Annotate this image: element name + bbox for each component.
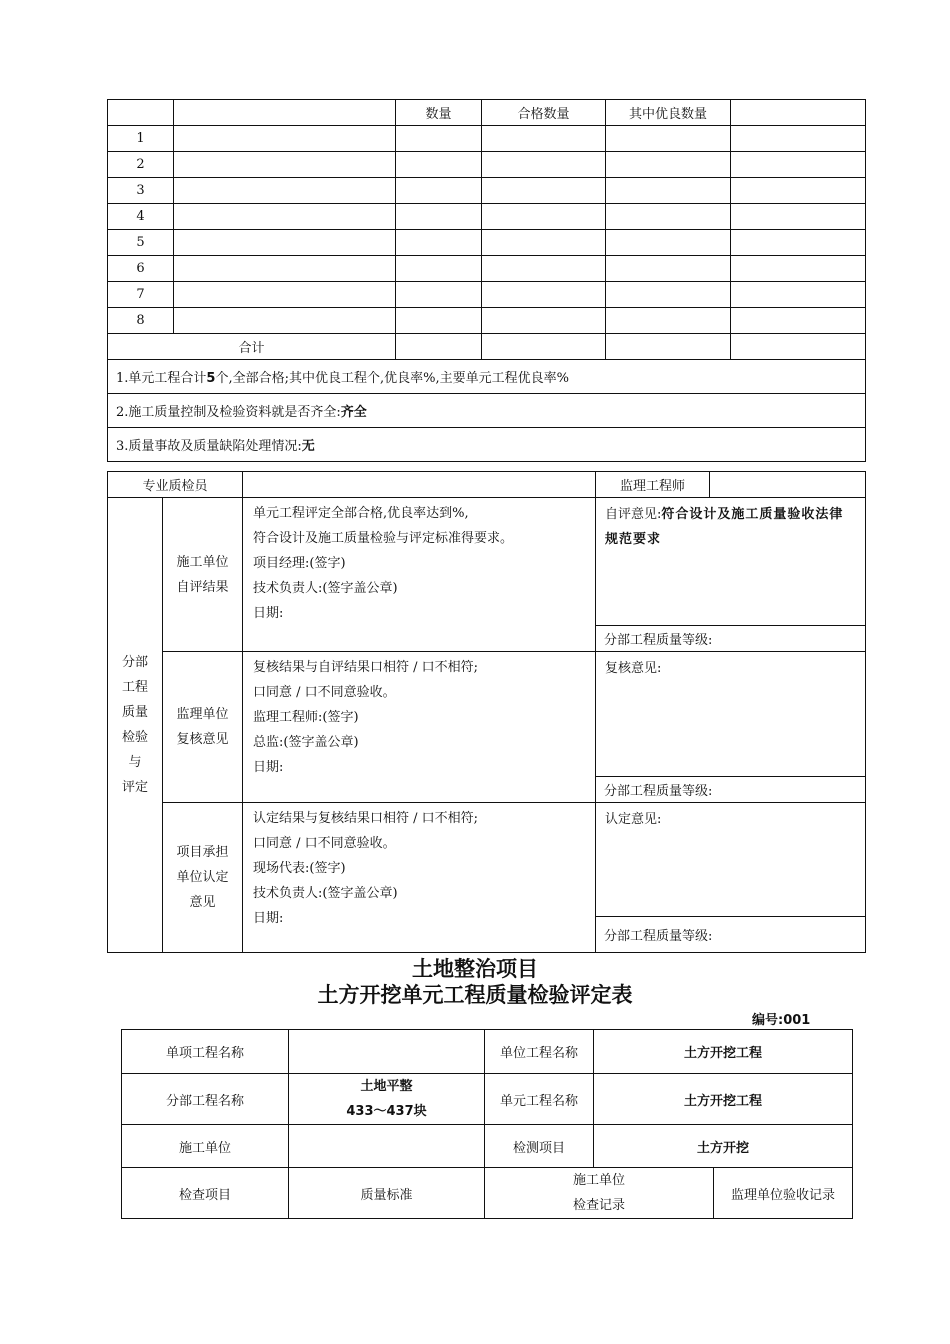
section-line: 日期: [253, 911, 284, 926]
row-cell[interactable] [731, 256, 866, 282]
section-owner [108, 803, 866, 917]
info-row [122, 1030, 853, 1074]
division-value[interactable] [289, 1074, 485, 1125]
row-number: 8 [108, 308, 174, 334]
section-line: 口同意 / 口不同意验收。 [253, 836, 396, 851]
row-number: 4 [108, 204, 174, 230]
row-cell[interactable] [396, 308, 482, 334]
project-title: 土地整治项目 [412, 957, 538, 981]
opinion-cell[interactable] [596, 498, 866, 626]
section-line: 单元工程评定全部合格,优良率达到%, [253, 506, 469, 521]
role-line: 单位认定 [176, 870, 229, 885]
section-line: 认定结果与复核结果口相符 / 口不相符; [253, 811, 479, 826]
unit-project-value[interactable]: 土方开挖工程 [594, 1030, 853, 1074]
total-cell[interactable] [606, 334, 731, 360]
note-row-3 [108, 428, 866, 462]
row-cell[interactable] [482, 126, 606, 152]
element-value[interactable]: 土方开挖工程 [594, 1074, 853, 1125]
role-line: 复核意见 [176, 732, 229, 747]
section-text [243, 498, 596, 652]
side-label [108, 498, 163, 953]
test-item-value[interactable]: 土方开挖 [594, 1125, 853, 1168]
role-line: 意见 [189, 895, 216, 910]
evaluation-table [107, 471, 866, 953]
role-line: 项目承担 [176, 845, 229, 860]
row-cell[interactable] [482, 256, 606, 282]
note-1 [108, 360, 866, 394]
row-cell[interactable] [174, 282, 396, 308]
side-label-line: 检验 [121, 730, 148, 745]
note-3-value: 无 [301, 439, 315, 454]
section-line: 符合设计及施工质量检验与评定标准得要求。 [253, 531, 514, 546]
row-number: 2 [108, 152, 174, 178]
row-cell[interactable] [482, 178, 606, 204]
row-cell[interactable] [174, 126, 396, 152]
row-number: 1 [108, 126, 174, 152]
supervisor-label: 监理工程师 [596, 472, 710, 498]
division-label: 分部工程名称 [122, 1074, 289, 1125]
note-2 [108, 394, 866, 428]
inspector-label: 专业质检员 [108, 472, 243, 498]
role-line: 自评结果 [176, 579, 229, 595]
row-cell[interactable] [606, 282, 731, 308]
contractor-label: 施工单位 [122, 1125, 289, 1168]
table-row [108, 178, 866, 204]
side-label-line: 分部 [121, 655, 148, 670]
header-row [122, 1168, 853, 1219]
opinion-value: 规范要求 [605, 532, 662, 547]
row-cell[interactable] [174, 204, 396, 230]
row-cell[interactable] [174, 178, 396, 204]
row-cell[interactable] [731, 282, 866, 308]
side-label-line: 工程 [121, 680, 148, 695]
section-line: 项目经理:(签字) [253, 556, 346, 571]
role-label [163, 498, 243, 652]
row-cell[interactable] [606, 256, 731, 282]
side-label-line: 评定 [121, 780, 148, 795]
contractor-value[interactable] [289, 1125, 485, 1168]
table-row [108, 308, 866, 334]
table-row [108, 204, 866, 230]
table-header-row [108, 100, 866, 126]
section-line: 日期: [253, 606, 284, 621]
note-3 [108, 428, 866, 462]
section-text [243, 652, 596, 803]
row-cell[interactable] [606, 230, 731, 256]
check-item-header: 检查项目 [122, 1168, 289, 1219]
row-cell[interactable] [606, 178, 731, 204]
note-3-text: 3.质量事故及质量缺陷处理情况: [116, 439, 302, 454]
unit-summary-table [107, 99, 866, 462]
header-excellent: 其中优良数量 [606, 100, 731, 126]
total-label: 合计 [108, 334, 396, 360]
total-cell[interactable] [731, 334, 866, 360]
contractor-record-header [485, 1168, 714, 1219]
header-qualified: 合格数量 [482, 100, 606, 126]
table-row [108, 126, 866, 152]
row-cell[interactable] [174, 152, 396, 178]
note-1-text-b: 个,全部合格;其中优良工程个,优良率%,主要单元工程优良率% [215, 371, 569, 386]
form-title: 土方开挖单元工程质量检验评定表 [317, 983, 633, 1007]
table-row [108, 282, 866, 308]
section-self-eval [108, 498, 866, 626]
division-value-line: 土地平整 [360, 1079, 413, 1094]
section-line: 技术负责人:(签字盖公章) [253, 581, 398, 596]
note-1-count: 5 [206, 371, 216, 386]
side-label-line: 与 [128, 755, 142, 770]
header-line: 施工单位 [572, 1173, 625, 1188]
row-cell[interactable] [396, 204, 482, 230]
total-cell[interactable] [396, 334, 482, 360]
row-cell[interactable] [396, 282, 482, 308]
role-label [163, 803, 243, 953]
opinion-label: 自评意见: [605, 507, 662, 522]
row-cell[interactable] [174, 256, 396, 282]
table-row [108, 230, 866, 256]
row-cell[interactable] [606, 126, 731, 152]
section-line: 现场代表:(签字) [253, 861, 346, 876]
header-quantity: 数量 [396, 100, 482, 126]
section-line: 监理工程师:(签字) [253, 710, 359, 725]
row-cell[interactable] [396, 126, 482, 152]
supervisor-value[interactable] [710, 472, 866, 498]
header-cell [731, 100, 866, 126]
signoff-row [108, 472, 866, 498]
header-cell [108, 100, 174, 126]
role-label [163, 652, 243, 803]
note-2-text: 2.施工质量控制及检验资料就是否齐全: [116, 405, 341, 420]
item-project-label: 单项工程名称 [122, 1030, 289, 1074]
table-row [108, 152, 866, 178]
side-label-line: 质量 [121, 705, 148, 720]
standard-header: 质量标准 [289, 1168, 485, 1219]
section-supervision [108, 652, 866, 777]
row-cell[interactable] [396, 178, 482, 204]
row-cell[interactable] [396, 152, 482, 178]
note-1-text-a: 1.单元工程合计 [116, 371, 207, 386]
section-line: 总监:(签字盖公章) [253, 735, 359, 750]
row-cell[interactable] [731, 308, 866, 334]
row-cell[interactable] [482, 152, 606, 178]
row-cell[interactable] [482, 204, 606, 230]
row-cell[interactable] [174, 308, 396, 334]
row-number: 3 [108, 178, 174, 204]
total-row [108, 334, 866, 360]
item-project-value[interactable] [289, 1030, 485, 1074]
row-cell[interactable] [731, 126, 866, 152]
row-number: 6 [108, 256, 174, 282]
section-line: 技术负责人:(签字盖公章) [253, 886, 398, 901]
opinion-value: 符合设计及施工质量验收法律 [661, 507, 844, 522]
unit-project-label: 单位工程名称 [485, 1030, 594, 1074]
row-cell[interactable] [731, 230, 866, 256]
test-item-label: 检测项目 [485, 1125, 594, 1168]
info-row [122, 1125, 853, 1168]
row-cell[interactable] [482, 230, 606, 256]
row-cell[interactable] [606, 152, 731, 178]
role-line: 监理单位 [176, 707, 229, 722]
note-row-2 [108, 394, 866, 428]
section-line: 日期: [253, 760, 284, 775]
row-cell[interactable] [396, 230, 482, 256]
row-number: 5 [108, 230, 174, 256]
row-cell[interactable] [731, 178, 866, 204]
row-cell[interactable] [482, 282, 606, 308]
element-label: 单元工程名称 [485, 1074, 594, 1125]
row-number: 7 [108, 282, 174, 308]
opinion-label: 认定意见: [605, 812, 662, 827]
header-cell [174, 100, 396, 126]
grade-label[interactable]: 分部工程质量等级: [596, 626, 866, 652]
opinion-cell[interactable] [596, 803, 866, 917]
section-line: 复核结果与自评结果口相符 / 口不相符; [253, 660, 479, 675]
opinion-label: 复核意见: [605, 661, 662, 676]
row-cell[interactable] [606, 204, 731, 230]
supervisor-record-header: 监理单位验收记录 [714, 1168, 853, 1219]
table-row [108, 256, 866, 282]
note-row-1 [108, 360, 866, 394]
inspector-value[interactable] [243, 472, 596, 498]
grade-label[interactable]: 分部工程质量等级: [596, 777, 866, 803]
row-cell[interactable] [174, 230, 396, 256]
row-cell[interactable] [606, 308, 731, 334]
unit-info-table [121, 1029, 853, 1219]
note-2-value: 齐全 [340, 405, 367, 420]
section-text [243, 803, 596, 953]
division-value-line: 433～437块 [346, 1104, 427, 1119]
header-line: 检查记录 [572, 1198, 625, 1213]
row-cell[interactable] [731, 204, 866, 230]
opinion-cell[interactable] [596, 652, 866, 777]
row-cell[interactable] [731, 152, 866, 178]
grade-label[interactable]: 分部工程质量等级: [596, 917, 866, 953]
row-cell[interactable] [396, 256, 482, 282]
section-line: 口同意 / 口不同意验收。 [253, 685, 396, 700]
serial-number: 编号:001 [752, 1013, 811, 1028]
info-row [122, 1074, 853, 1125]
role-line: 施工单位 [176, 554, 229, 570]
row-cell[interactable] [482, 308, 606, 334]
total-cell[interactable] [482, 334, 606, 360]
